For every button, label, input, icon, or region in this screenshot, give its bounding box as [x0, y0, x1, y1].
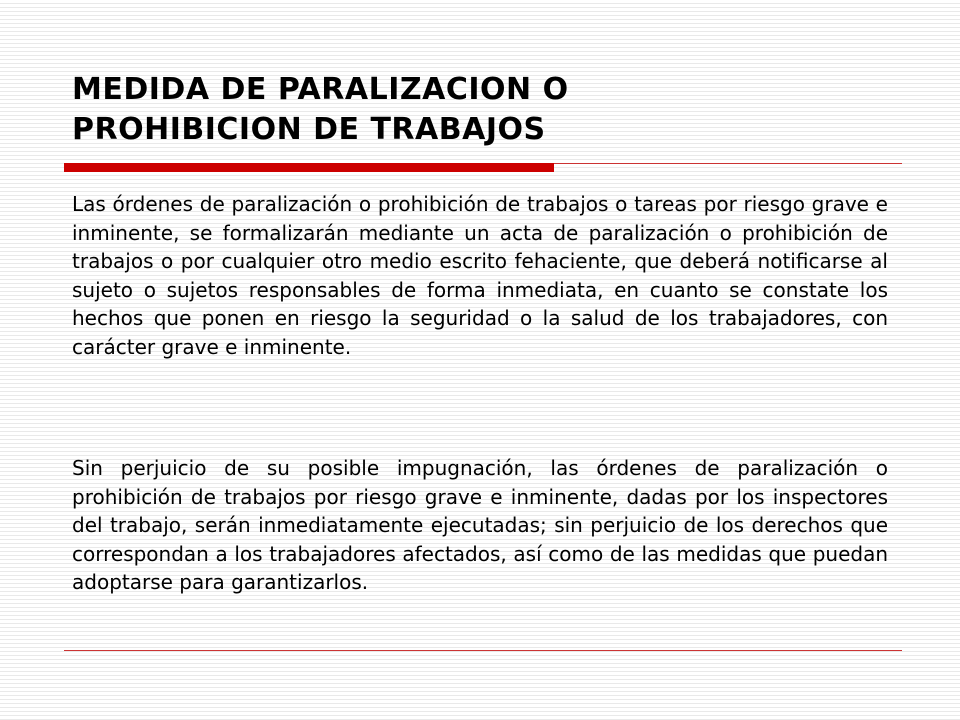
title-line-2: PROHIBICION DE TRABAJOS — [72, 112, 546, 147]
slide-title — [72, 70, 892, 150]
body-paragraph-2: Sin perjuicio de su posible impugnación, las órdenes de paralización o prohibición de trabajos por riesgo grave e inminente, dadas por los inspectores del trabajo, serán inmediatamente ejecutadas; sin perjuicio de los derechos que correspondan a los trabajadores afectados, así como de las medidas que puedan adoptarse para garantizarlos. — [72, 456, 888, 594]
title-line-1: MEDIDA DE PARALIZACION O — [72, 72, 569, 107]
footer-rule — [64, 650, 902, 651]
body-paragraph-1: Las órdenes de paralización o prohibición de trabajos o tareas por riesgo grave e inminente, se formalizarán mediante un acta de paralización o prohibición de trabajos o por cualquier otro medio escrito fehaciente, que deberá notificarse al sujeto o sujetos responsables de forma inmediata, en cuanto se constate los hechos que ponen en riesgo la seguridad o la salud de los trabajadores, con carácter grave e inminente. — [72, 192, 888, 359]
title-accent-bar — [64, 163, 554, 172]
title-underline-rule — [554, 163, 902, 164]
